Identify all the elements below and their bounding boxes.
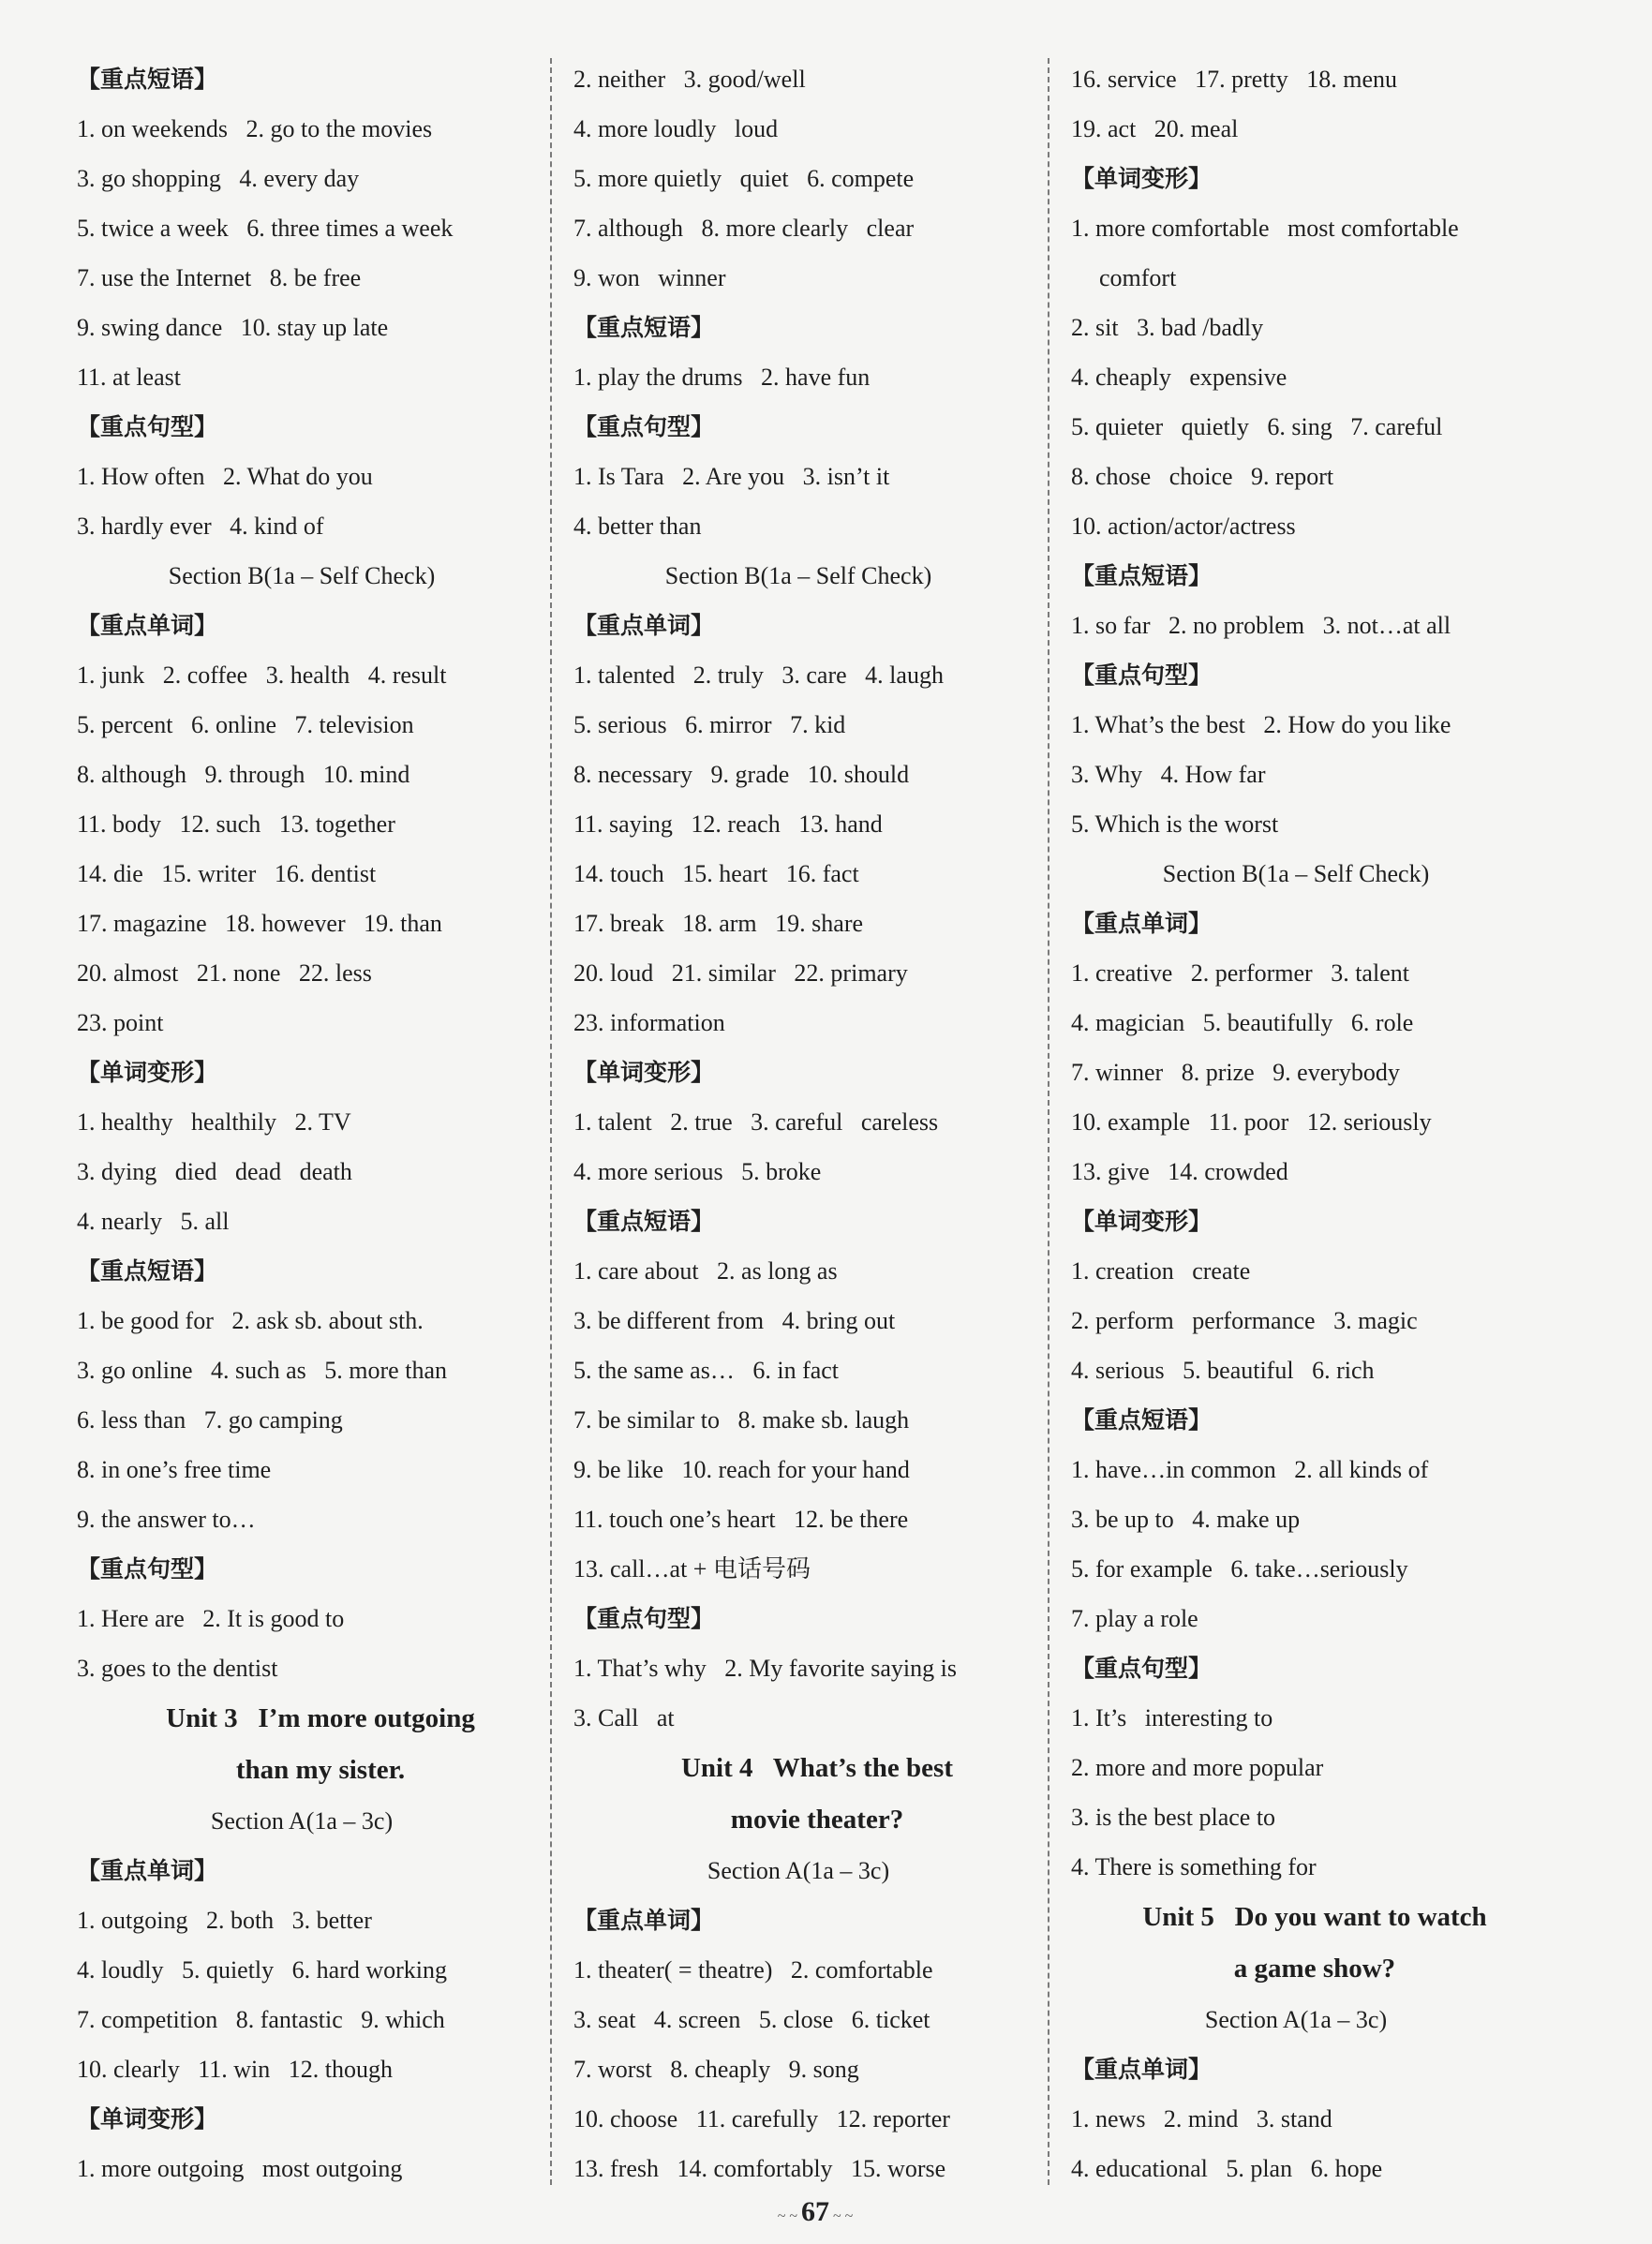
section-heading: 【单词变形】 <box>77 1059 218 1086</box>
section-heading: 【重点单词】 <box>1071 910 1213 937</box>
answer-line: 9. the answer to… <box>77 1506 256 1533</box>
answer-line: 11. touch one’s heart 12. be there <box>573 1506 909 1533</box>
answer-column-3 <box>1071 54 1558 2193</box>
answer-line: 17. break 18. arm 19. share <box>573 910 864 937</box>
answer-line: 7. play a role <box>1071 1605 1198 1632</box>
answer-line: 9. won winner <box>573 264 726 291</box>
section-heading: 【单词变形】 <box>1071 1208 1213 1235</box>
answer-line: 1. What’s the best 2. How do you like <box>1071 711 1451 738</box>
answer-line: 5. the same as… 6. in fact <box>573 1357 840 1384</box>
answer-line: 3. go shopping 4. every day <box>77 165 360 192</box>
answer-line: 11. saying 12. reach 13. hand <box>573 810 883 838</box>
section-label: Section B(1a – Self Check) <box>168 562 436 589</box>
answer-line: 1. have…in common 2. all kinds of <box>1071 1456 1429 1483</box>
answer-line: 10. example 11. poor 12. seriously <box>1071 1108 1432 1136</box>
answer-line: 1. more comfortable most comfortable <box>1071 215 1459 242</box>
answer-line: 5. serious 6. mirror 7. kid <box>573 711 846 738</box>
answer-line: 13. fresh 14. comfortably 15. worse <box>573 2155 946 2182</box>
answer-line: 1. theater( = theatre) 2. comfortable <box>573 1956 933 1984</box>
section-heading: 【重点句型】 <box>77 1555 218 1583</box>
section-heading: 【重点句型】 <box>573 1605 715 1632</box>
answer-line: 5. more quietly quiet 6. compete <box>573 165 915 192</box>
section-heading: 【单词变形】 <box>573 1059 715 1086</box>
answer-line: 5. twice a week 6. three times a week <box>77 215 454 242</box>
answer-line: 3. dying died dead death <box>77 1158 352 1185</box>
unit-title: than my sister. <box>235 1755 406 1785</box>
answer-line: 4. There is something for <box>1071 1853 1317 1880</box>
answer-line: 4. more serious 5. broke <box>573 1158 822 1185</box>
answer-line: 1. play the drums 2. have fun <box>573 364 871 391</box>
section-heading: 【重点句型】 <box>1071 661 1213 689</box>
section-label: Section A(1a – 3c) <box>210 1807 394 1835</box>
answer-line: 5. Which is the worst <box>1071 810 1279 838</box>
section-heading: 【重点短语】 <box>1071 1406 1213 1434</box>
answer-line: 7. competition 8. fantastic 9. which <box>77 2006 445 2033</box>
answer-line: 17. magazine 18. however 19. than <box>77 910 442 937</box>
answer-line: comfort <box>1099 264 1177 291</box>
answer-line: 20. almost 21. none 22. less <box>77 959 372 987</box>
section-heading: 【重点短语】 <box>573 1208 715 1235</box>
answer-line: 1. How often 2. What do you <box>77 463 373 490</box>
answer-line: 4. better than <box>573 513 702 540</box>
section-heading: 【重点句型】 <box>77 413 218 440</box>
answer-line: 2. more and more popular <box>1071 1754 1324 1781</box>
answer-line: 7. use the Internet 8. be free <box>77 264 362 291</box>
section-label: Section A(1a – 3c) <box>1204 2006 1388 2033</box>
answer-line: 14. die 15. writer 16. dentist <box>77 860 377 887</box>
section-heading: 【重点短语】 <box>77 66 218 93</box>
section-label: Section B(1a – Self Check) <box>1162 860 1430 887</box>
answer-line: 2. perform performance 3. magic <box>1071 1307 1418 1334</box>
answer-line: 6. less than 7. go camping <box>77 1406 343 1434</box>
answer-line: 11. at least <box>77 364 181 391</box>
answer-line: 13. call…at + 电话号码 <box>573 1555 811 1583</box>
answer-line: 1. talent 2. true 3. careful careless <box>573 1108 939 1136</box>
answer-line: 7. be similar to 8. make sb. laugh <box>573 1406 910 1434</box>
answer-line: 10. clearly 11. win 12. though <box>77 2056 393 2083</box>
answer-line: 3. be up to 4. make up <box>1071 1506 1301 1533</box>
column-divider <box>550 58 552 2185</box>
answer-line: 4. educational 5. plan 6. hope <box>1071 2155 1383 2182</box>
answer-line: 1. It’s interesting to <box>1071 1704 1273 1731</box>
column-divider <box>1048 58 1049 2185</box>
answer-line: 5. quieter quietly 6. sing 7. careful <box>1071 413 1443 440</box>
answer-line: 1. creation create <box>1071 1257 1251 1285</box>
answer-line: 3. go online 4. such as 5. more than <box>77 1357 447 1384</box>
answer-line: 1. care about 2. as long as <box>573 1257 838 1285</box>
answer-line: 8. although 9. through 10. mind <box>77 761 410 788</box>
answer-line: 4. serious 5. beautiful 6. rich <box>1071 1357 1375 1384</box>
answer-line: 1. junk 2. coffee 3. health 4. result <box>77 661 447 689</box>
unit-title: Unit 5 Do you want to watch <box>1142 1902 1487 1932</box>
answer-line: 3. seat 4. screen 5. close 6. ticket <box>573 2006 930 2033</box>
section-label: Section A(1a – 3c) <box>707 1857 890 1884</box>
answer-line: 1. outgoing 2. both 3. better <box>77 1907 372 1934</box>
answer-line: 9. be like 10. reach for your hand <box>573 1456 910 1483</box>
answer-line: 1. more outgoing most outgoing <box>77 2155 403 2182</box>
section-heading: 【重点短语】 <box>1071 562 1213 589</box>
answer-line: 1. Is Tara 2. Are you 3. isn’t it <box>573 463 890 490</box>
answer-line: 3. is the best place to <box>1071 1804 1276 1831</box>
answer-line: 8. chose choice 9. report <box>1071 463 1334 490</box>
section-heading: 【重点句型】 <box>573 413 715 440</box>
unit-title: Unit 3 I’m more outgoing <box>166 1703 475 1733</box>
section-heading: 【重点短语】 <box>573 314 715 341</box>
answer-line: 4. more loudly loud <box>573 115 779 142</box>
answer-line: 10. choose 11. carefully 12. reporter <box>573 2105 950 2133</box>
section-heading: 【重点单词】 <box>1071 2056 1213 2083</box>
answer-line: 7. worst 8. cheaply 9. song <box>573 2056 859 2083</box>
answer-line: 20. loud 21. similar 22. primary <box>573 959 908 987</box>
answer-line: 7. winner 8. prize 9. everybody <box>1071 1059 1400 1086</box>
answer-line: 5. percent 6. online 7. television <box>77 711 414 738</box>
unit-title: a game show? <box>1233 1954 1396 1984</box>
answer-line: 16. service 17. pretty 18. menu <box>1071 66 1398 93</box>
answer-line: 1. creative 2. performer 3. talent <box>1071 959 1409 987</box>
answer-line: 10. action/actor/actress <box>1071 513 1296 540</box>
answer-line: 2. neither 3. good/well <box>573 66 806 93</box>
answer-line: 4. cheaply expensive <box>1071 364 1287 391</box>
answer-line: 4. nearly 5. all <box>77 1208 230 1235</box>
section-heading: 【单词变形】 <box>77 2105 218 2133</box>
answer-line: 1. news 2. mind 3. stand <box>1071 2105 1332 2133</box>
answer-line: 5. for example 6. take…seriously <box>1071 1555 1408 1583</box>
answer-line: 9. swing dance 10. stay up late <box>77 314 389 341</box>
unit-title: Unit 4 What’s the best <box>680 1753 953 1783</box>
answer-line: 3. goes to the dentist <box>77 1655 278 1682</box>
section-heading: 【重点单词】 <box>573 1907 715 1934</box>
answer-column-1 <box>77 54 564 2193</box>
answer-line: 4. magician 5. beautifully 6. role <box>1071 1009 1414 1036</box>
section-heading: 【重点单词】 <box>77 612 218 639</box>
answer-line: 23. point <box>77 1009 164 1036</box>
section-heading: 【单词变形】 <box>1071 165 1213 192</box>
answer-line: 8. necessary 9. grade 10. should <box>573 761 910 788</box>
answer-line: 3. Call at <box>573 1704 675 1731</box>
answer-line: 13. give 14. crowded <box>1071 1158 1288 1185</box>
answer-line: 1. be good for 2. ask sb. about sth. <box>77 1307 424 1334</box>
answer-line: 2. sit 3. bad /badly <box>1071 314 1264 341</box>
answer-line: 3. be different from 4. bring out <box>573 1307 896 1334</box>
answer-line: 19. act 20. meal <box>1071 115 1239 142</box>
section-heading: 【重点短语】 <box>77 1257 218 1285</box>
answer-line: 8. in one’s free time <box>77 1456 272 1483</box>
answer-line: 23. information <box>573 1009 725 1036</box>
answer-line: 11. body 12. such 13. together <box>77 810 395 838</box>
answer-column-2 <box>573 54 1061 2193</box>
answer-line: 4. loudly 5. quietly 6. hard working <box>77 1956 448 1984</box>
answer-line: 7. although 8. more clearly clear <box>573 215 915 242</box>
answer-line: 3. Why 4. How far <box>1071 761 1266 788</box>
answer-line: 1. talented 2. truly 3. care 4. laugh <box>573 661 944 689</box>
answer-line: 1. That’s why 2. My favorite saying is <box>573 1655 957 1682</box>
answer-line: 3. hardly ever 4. kind of <box>77 513 324 540</box>
answer-line: 1. on weekends 2. go to the movies <box>77 115 433 142</box>
section-heading: 【重点单词】 <box>573 612 715 639</box>
page-number: ~ ~ 67 ~ ~ <box>768 2196 862 2228</box>
answer-line: 1. so far 2. no problem 3. not…at all <box>1071 612 1451 639</box>
answer-line: 14. touch 15. heart 16. fact <box>573 860 859 887</box>
section-heading: 【重点单词】 <box>77 1857 218 1884</box>
answer-line: 1. healthy healthily 2. TV <box>77 1108 351 1136</box>
unit-title: movie theater? <box>730 1805 904 1835</box>
section-heading: 【重点句型】 <box>1071 1655 1213 1682</box>
answer-line: 1. Here are 2. It is good to <box>77 1605 345 1632</box>
section-label: Section B(1a – Self Check) <box>664 562 932 589</box>
